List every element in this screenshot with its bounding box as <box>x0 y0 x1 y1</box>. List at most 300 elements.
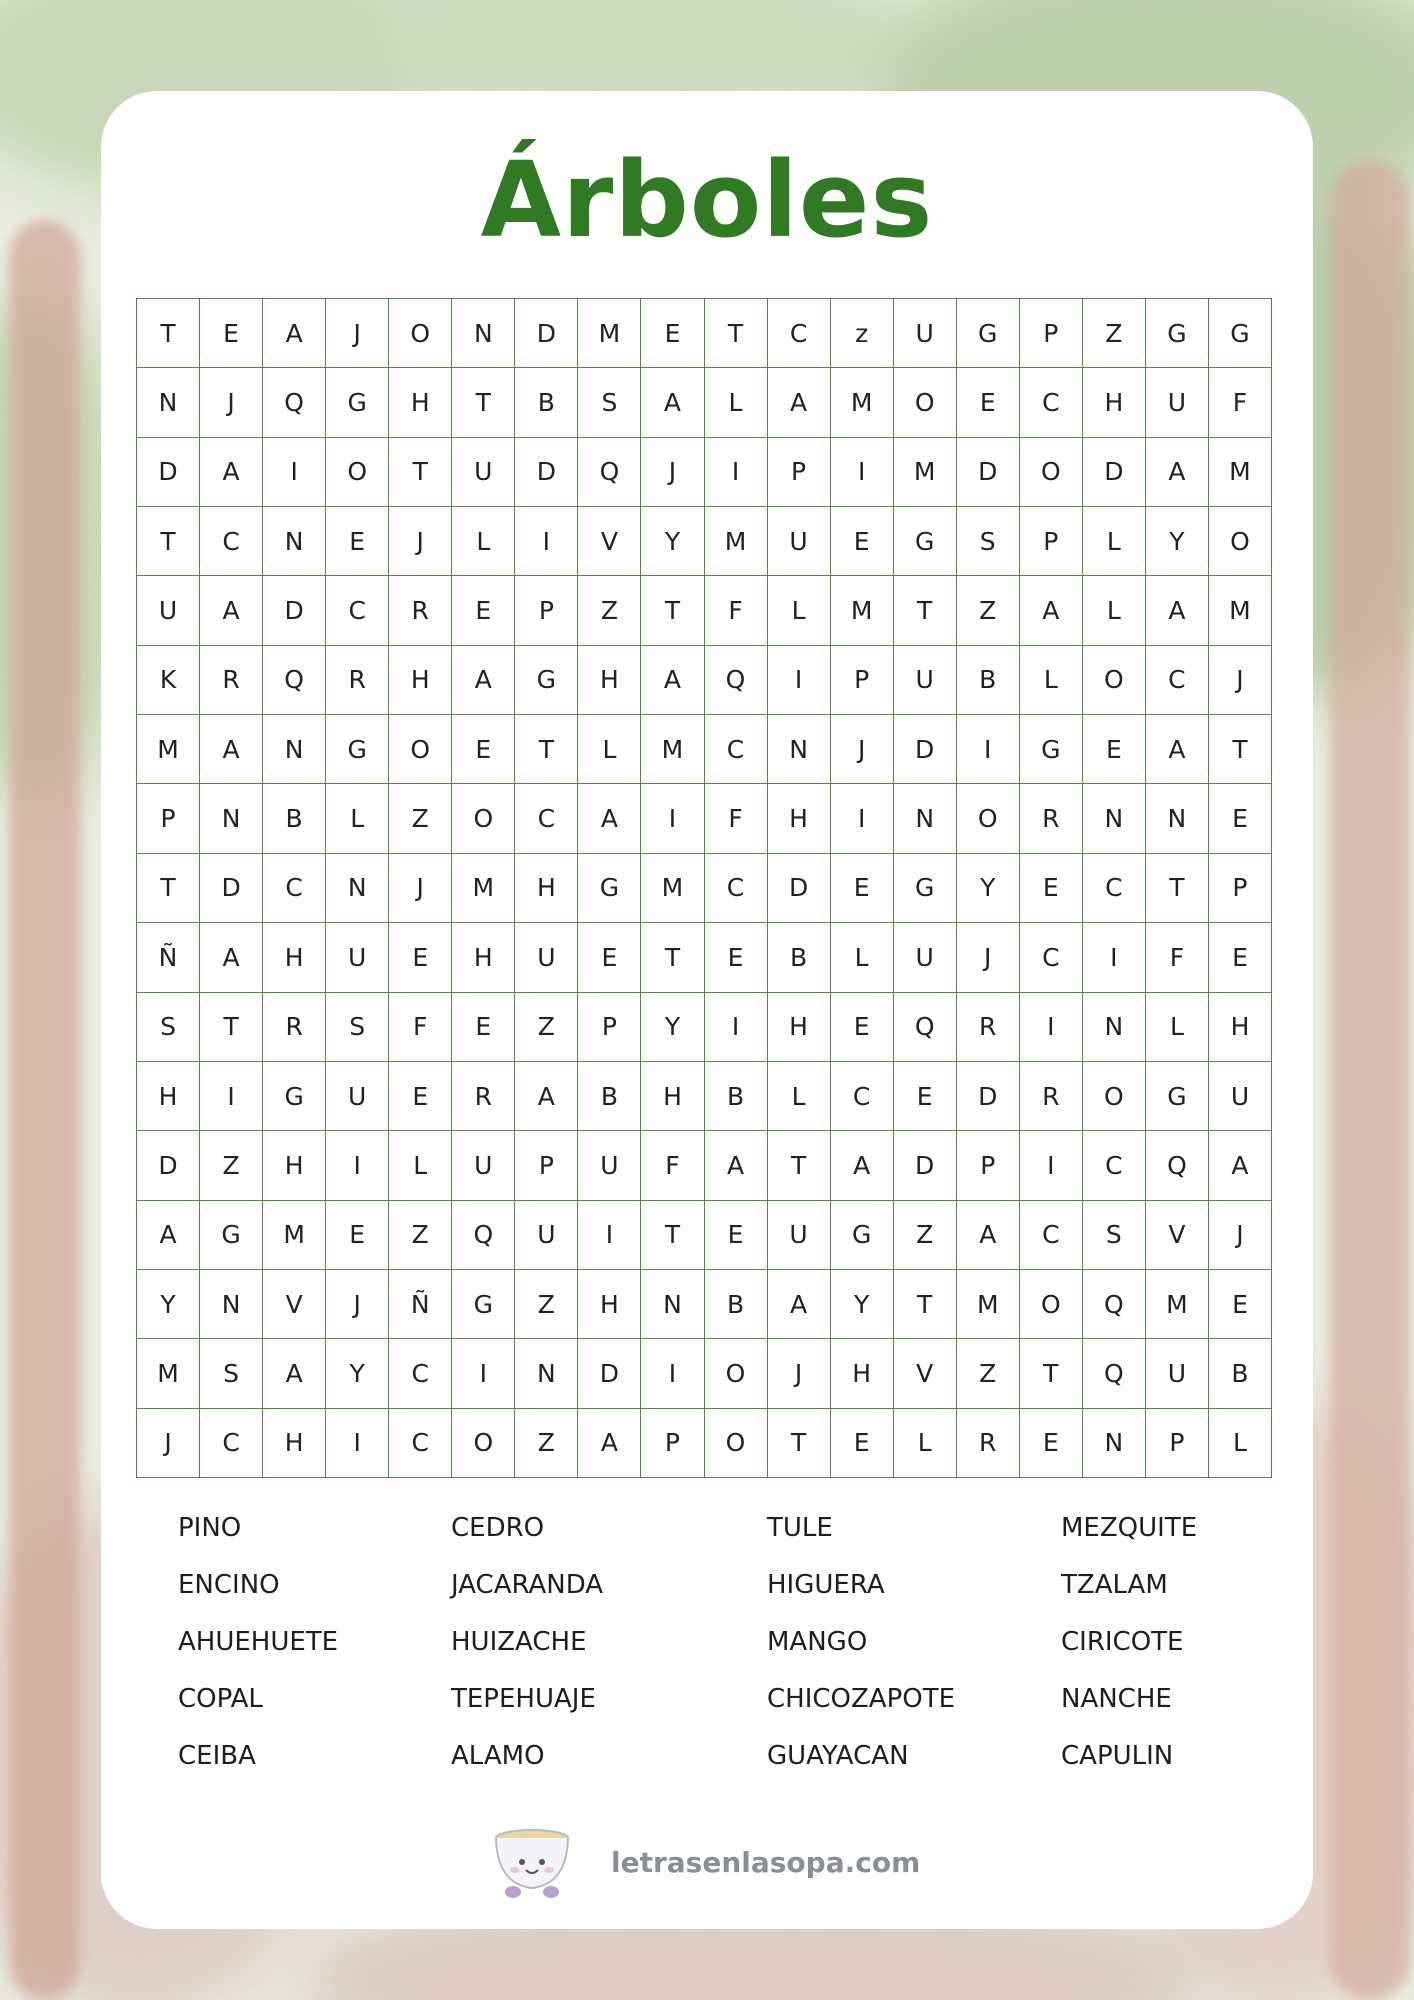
grid-cell[interactable]: C <box>1083 854 1146 923</box>
grid-cell[interactable]: A <box>200 715 263 784</box>
grid-cell[interactable]: O <box>326 438 389 507</box>
grid-cell[interactable]: I <box>831 438 894 507</box>
grid-cell[interactable]: I <box>831 784 894 853</box>
grid-cell[interactable]: N <box>263 507 326 576</box>
grid-cell[interactable]: Y <box>831 1270 894 1339</box>
grid-cell[interactable]: P <box>831 646 894 715</box>
grid-cell[interactable]: I <box>957 715 1020 784</box>
grid-cell[interactable]: C <box>1020 1201 1083 1270</box>
grid-cell[interactable]: N <box>200 784 263 853</box>
grid-cell[interactable]: O <box>705 1339 768 1408</box>
grid-cell[interactable]: N <box>137 368 200 437</box>
grid-cell[interactable]: Q <box>894 993 957 1062</box>
grid-cell[interactable]: J <box>200 368 263 437</box>
grid-cell[interactable]: F <box>705 576 768 645</box>
grid-cell[interactable]: P <box>1020 507 1083 576</box>
grid-cell[interactable]: G <box>831 1201 894 1270</box>
grid-cell[interactable]: T <box>137 507 200 576</box>
grid-cell[interactable]: B <box>263 784 326 853</box>
grid-cell[interactable]: U <box>894 923 957 992</box>
grid-cell[interactable]: N <box>515 1339 578 1408</box>
grid-cell[interactable]: A <box>263 1339 326 1408</box>
grid-cell[interactable]: J <box>137 1409 200 1478</box>
grid-cell[interactable]: Z <box>957 576 1020 645</box>
grid-cell[interactable]: H <box>389 646 452 715</box>
grid-cell[interactable]: E <box>1020 1409 1083 1478</box>
grid-cell[interactable]: U <box>1146 1339 1209 1408</box>
grid-cell[interactable]: O <box>452 1409 515 1478</box>
grid-cell[interactable]: I <box>578 1201 641 1270</box>
grid-cell[interactable]: A <box>768 368 831 437</box>
grid-cell[interactable]: J <box>831 715 894 784</box>
grid-cell[interactable]: I <box>705 438 768 507</box>
grid-cell[interactable]: M <box>578 299 641 368</box>
grid-cell[interactable]: B <box>957 646 1020 715</box>
grid-cell[interactable]: T <box>200 993 263 1062</box>
grid-cell[interactable]: E <box>831 854 894 923</box>
grid-cell[interactable]: Z <box>515 1270 578 1339</box>
grid-cell[interactable]: D <box>515 299 578 368</box>
grid-cell[interactable]: I <box>326 1409 389 1478</box>
grid-cell[interactable]: V <box>263 1270 326 1339</box>
grid-cell[interactable]: M <box>894 438 957 507</box>
grid-cell[interactable]: I <box>452 1339 515 1408</box>
grid-cell[interactable]: L <box>1146 993 1209 1062</box>
grid-cell[interactable]: H <box>641 1062 704 1131</box>
grid-cell[interactable]: P <box>1146 1409 1209 1478</box>
grid-cell[interactable]: Z <box>1083 299 1146 368</box>
grid-cell[interactable]: G <box>957 299 1020 368</box>
grid-cell[interactable]: P <box>137 784 200 853</box>
grid-cell[interactable]: R <box>957 1409 1020 1478</box>
grid-cell[interactable]: J <box>1209 646 1272 715</box>
grid-cell[interactable]: L <box>1209 1409 1272 1478</box>
grid-cell[interactable]: Z <box>200 1131 263 1200</box>
grid-cell[interactable]: C <box>326 576 389 645</box>
grid-cell[interactable]: G <box>326 368 389 437</box>
grid-cell[interactable]: O <box>1083 646 1146 715</box>
grid-cell[interactable]: T <box>641 576 704 645</box>
grid-cell[interactable]: Q <box>452 1201 515 1270</box>
grid-cell[interactable]: D <box>957 1062 1020 1131</box>
grid-cell[interactable]: G <box>452 1270 515 1339</box>
grid-cell[interactable]: F <box>389 993 452 1062</box>
grid-cell[interactable]: E <box>452 993 515 1062</box>
grid-cell[interactable]: M <box>1146 1270 1209 1339</box>
grid-cell[interactable]: E <box>705 1201 768 1270</box>
grid-cell[interactable]: Z <box>515 1409 578 1478</box>
grid-cell[interactable]: E <box>894 1062 957 1131</box>
grid-cell[interactable]: M <box>1209 576 1272 645</box>
grid-cell[interactable]: N <box>263 715 326 784</box>
grid-cell[interactable]: V <box>1146 1201 1209 1270</box>
grid-cell[interactable]: D <box>1083 438 1146 507</box>
grid-cell[interactable]: C <box>389 1409 452 1478</box>
grid-cell[interactable]: E <box>452 715 515 784</box>
grid-cell[interactable]: S <box>1083 1201 1146 1270</box>
grid-cell[interactable]: A <box>641 368 704 437</box>
grid-cell[interactable]: I <box>705 993 768 1062</box>
grid-cell[interactable]: U <box>452 438 515 507</box>
grid-cell[interactable]: C <box>768 299 831 368</box>
grid-cell[interactable]: E <box>326 507 389 576</box>
grid-cell[interactable]: D <box>894 715 957 784</box>
grid-cell[interactable]: A <box>831 1131 894 1200</box>
grid-cell[interactable]: T <box>137 299 200 368</box>
grid-cell[interactable]: U <box>326 923 389 992</box>
grid-cell[interactable]: N <box>768 715 831 784</box>
grid-cell[interactable]: O <box>1020 438 1083 507</box>
grid-cell[interactable]: E <box>831 1409 894 1478</box>
grid-cell[interactable]: D <box>137 1131 200 1200</box>
grid-cell[interactable]: E <box>641 299 704 368</box>
grid-cell[interactable]: P <box>515 1131 578 1200</box>
grid-cell[interactable]: T <box>894 576 957 645</box>
grid-cell[interactable]: A <box>263 299 326 368</box>
grid-cell[interactable]: M <box>831 576 894 645</box>
grid-cell[interactable]: P <box>578 993 641 1062</box>
grid-cell[interactable]: H <box>578 646 641 715</box>
grid-cell[interactable]: O <box>389 715 452 784</box>
grid-cell[interactable]: N <box>452 299 515 368</box>
grid-cell[interactable]: Q <box>705 646 768 715</box>
grid-cell[interactable]: N <box>1083 784 1146 853</box>
grid-cell[interactable]: B <box>705 1270 768 1339</box>
grid-cell[interactable]: H <box>578 1270 641 1339</box>
grid-cell[interactable]: O <box>389 299 452 368</box>
grid-cell[interactable]: T <box>515 715 578 784</box>
grid-cell[interactable]: T <box>137 854 200 923</box>
grid-cell[interactable]: P <box>1209 854 1272 923</box>
grid-cell[interactable]: A <box>200 438 263 507</box>
grid-cell[interactable]: M <box>1209 438 1272 507</box>
grid-cell[interactable]: D <box>768 854 831 923</box>
grid-cell[interactable]: F <box>705 784 768 853</box>
grid-cell[interactable]: B <box>578 1062 641 1131</box>
grid-cell[interactable]: E <box>1209 923 1272 992</box>
grid-cell[interactable]: T <box>894 1270 957 1339</box>
grid-cell[interactable]: U <box>768 507 831 576</box>
grid-cell[interactable]: S <box>578 368 641 437</box>
grid-cell[interactable]: E <box>200 299 263 368</box>
grid-cell[interactable]: S <box>137 993 200 1062</box>
grid-cell[interactable]: H <box>768 784 831 853</box>
grid-cell[interactable]: D <box>515 438 578 507</box>
grid-cell[interactable]: N <box>1083 1409 1146 1478</box>
grid-cell[interactable]: M <box>705 507 768 576</box>
grid-cell[interactable]: A <box>578 784 641 853</box>
grid-cell[interactable]: A <box>515 1062 578 1131</box>
grid-cell[interactable]: R <box>326 646 389 715</box>
grid-cell[interactable]: G <box>578 854 641 923</box>
grid-cell[interactable]: H <box>389 368 452 437</box>
grid-cell[interactable]: Y <box>957 854 1020 923</box>
grid-cell[interactable]: E <box>389 1062 452 1131</box>
grid-cell[interactable]: D <box>137 438 200 507</box>
grid-cell[interactable]: R <box>957 993 1020 1062</box>
grid-cell[interactable]: C <box>515 784 578 853</box>
grid-cell[interactable]: L <box>578 715 641 784</box>
grid-cell[interactable]: M <box>641 854 704 923</box>
grid-cell[interactable]: E <box>578 923 641 992</box>
grid-cell[interactable]: H <box>768 993 831 1062</box>
grid-cell[interactable]: C <box>200 1409 263 1478</box>
grid-cell[interactable]: C <box>1020 368 1083 437</box>
grid-cell[interactable]: T <box>641 1201 704 1270</box>
grid-cell[interactable]: I <box>1020 1131 1083 1200</box>
grid-cell[interactable]: R <box>1020 1062 1083 1131</box>
grid-cell[interactable]: O <box>452 784 515 853</box>
grid-cell[interactable]: I <box>326 1131 389 1200</box>
grid-cell[interactable]: M <box>137 715 200 784</box>
grid-cell[interactable]: Q <box>1083 1270 1146 1339</box>
grid-cell[interactable]: C <box>1020 923 1083 992</box>
grid-cell[interactable]: L <box>452 507 515 576</box>
grid-cell[interactable]: E <box>452 576 515 645</box>
grid-cell[interactable]: U <box>768 1201 831 1270</box>
grid-cell[interactable]: M <box>137 1339 200 1408</box>
grid-cell[interactable]: C <box>1146 646 1209 715</box>
grid-cell[interactable]: G <box>515 646 578 715</box>
grid-cell[interactable]: M <box>957 1270 1020 1339</box>
grid-cell[interactable]: D <box>957 438 1020 507</box>
grid-cell[interactable]: G <box>1146 1062 1209 1131</box>
grid-cell[interactable]: O <box>705 1409 768 1478</box>
grid-cell[interactable]: Ñ <box>389 1270 452 1339</box>
grid-cell[interactable]: I <box>515 507 578 576</box>
grid-cell[interactable]: M <box>641 715 704 784</box>
grid-cell[interactable]: A <box>641 646 704 715</box>
grid-cell[interactable]: Q <box>263 368 326 437</box>
grid-cell[interactable]: H <box>263 1409 326 1478</box>
grid-cell[interactable]: A <box>1209 1131 1272 1200</box>
grid-cell[interactable]: U <box>1146 368 1209 437</box>
grid-cell[interactable]: H <box>515 854 578 923</box>
grid-cell[interactable]: N <box>326 854 389 923</box>
grid-cell[interactable]: T <box>768 1131 831 1200</box>
grid-cell[interactable]: Z <box>389 1201 452 1270</box>
grid-cell[interactable]: T <box>389 438 452 507</box>
grid-cell[interactable]: A <box>768 1270 831 1339</box>
grid-cell[interactable]: V <box>578 507 641 576</box>
grid-cell[interactable]: P <box>1020 299 1083 368</box>
grid-cell[interactable]: R <box>452 1062 515 1131</box>
grid-cell[interactable]: H <box>452 923 515 992</box>
grid-cell[interactable]: D <box>263 576 326 645</box>
grid-cell[interactable]: V <box>894 1339 957 1408</box>
grid-cell[interactable]: M <box>263 1201 326 1270</box>
grid-cell[interactable]: E <box>1209 1270 1272 1339</box>
grid-cell[interactable]: R <box>263 993 326 1062</box>
grid-cell[interactable]: U <box>894 646 957 715</box>
grid-cell[interactable]: Q <box>1146 1131 1209 1200</box>
grid-cell[interactable]: Y <box>641 993 704 1062</box>
grid-cell[interactable]: L <box>326 784 389 853</box>
grid-cell[interactable]: G <box>894 507 957 576</box>
grid-cell[interactable]: A <box>1146 715 1209 784</box>
grid-cell[interactable]: A <box>578 1409 641 1478</box>
grid-cell[interactable]: Q <box>1083 1339 1146 1408</box>
grid-cell[interactable]: Z <box>389 784 452 853</box>
grid-cell[interactable]: B <box>768 923 831 992</box>
grid-cell[interactable]: F <box>1209 368 1272 437</box>
grid-cell[interactable]: Z <box>578 576 641 645</box>
grid-cell[interactable]: J <box>1209 1201 1272 1270</box>
grid-cell[interactable]: U <box>1209 1062 1272 1131</box>
grid-cell[interactable]: P <box>515 576 578 645</box>
grid-cell[interactable]: I <box>641 784 704 853</box>
grid-cell[interactable]: C <box>389 1339 452 1408</box>
grid-cell[interactable]: T <box>705 299 768 368</box>
grid-cell[interactable]: E <box>1020 854 1083 923</box>
grid-cell[interactable]: D <box>894 1131 957 1200</box>
grid-cell[interactable]: J <box>389 507 452 576</box>
grid-cell[interactable]: N <box>1083 993 1146 1062</box>
grid-cell[interactable]: U <box>452 1131 515 1200</box>
grid-cell[interactable]: T <box>1020 1339 1083 1408</box>
grid-cell[interactable]: I <box>641 1339 704 1408</box>
grid-cell[interactable]: T <box>1209 715 1272 784</box>
grid-cell[interactable]: B <box>705 1062 768 1131</box>
grid-cell[interactable]: R <box>389 576 452 645</box>
grid-cell[interactable]: T <box>641 923 704 992</box>
grid-cell[interactable]: S <box>200 1339 263 1408</box>
grid-cell[interactable]: P <box>768 438 831 507</box>
grid-cell[interactable]: H <box>137 1062 200 1131</box>
grid-cell[interactable]: O <box>1020 1270 1083 1339</box>
grid-cell[interactable]: L <box>705 368 768 437</box>
grid-cell[interactable]: A <box>1020 576 1083 645</box>
grid-cell[interactable]: L <box>1020 646 1083 715</box>
grid-cell[interactable]: R <box>1020 784 1083 853</box>
grid-cell[interactable]: E <box>957 368 1020 437</box>
grid-cell[interactable]: G <box>894 854 957 923</box>
grid-cell[interactable]: Ñ <box>137 923 200 992</box>
grid-cell[interactable]: L <box>768 576 831 645</box>
grid-cell[interactable]: A <box>705 1131 768 1200</box>
grid-cell[interactable]: O <box>894 368 957 437</box>
grid-cell[interactable]: Z <box>894 1201 957 1270</box>
grid-cell[interactable]: L <box>768 1062 831 1131</box>
grid-cell[interactable]: D <box>200 854 263 923</box>
grid-cell[interactable]: U <box>326 1062 389 1131</box>
grid-cell[interactable]: I <box>200 1062 263 1131</box>
grid-cell[interactable]: M <box>452 854 515 923</box>
grid-cell[interactable]: H <box>831 1339 894 1408</box>
grid-cell[interactable]: E <box>705 923 768 992</box>
grid-cell[interactable]: Q <box>578 438 641 507</box>
grid-cell[interactable]: E <box>1209 784 1272 853</box>
grid-cell[interactable]: N <box>641 1270 704 1339</box>
grid-cell[interactable]: L <box>1083 507 1146 576</box>
grid-cell[interactable]: E <box>831 993 894 1062</box>
grid-cell[interactable]: A <box>1146 576 1209 645</box>
grid-cell[interactable]: B <box>515 368 578 437</box>
grid-cell[interactable]: G <box>326 715 389 784</box>
grid-cell[interactable]: J <box>326 1270 389 1339</box>
grid-cell[interactable]: H <box>1083 368 1146 437</box>
grid-cell[interactable]: I <box>263 438 326 507</box>
grid-cell[interactable]: F <box>1146 923 1209 992</box>
grid-cell[interactable]: L <box>1083 576 1146 645</box>
grid-cell[interactable]: U <box>515 923 578 992</box>
grid-cell[interactable]: A <box>200 923 263 992</box>
grid-cell[interactable]: G <box>1020 715 1083 784</box>
grid-cell[interactable]: C <box>705 715 768 784</box>
grid-cell[interactable]: I <box>768 646 831 715</box>
grid-cell[interactable]: O <box>957 784 1020 853</box>
grid-cell[interactable]: E <box>326 1201 389 1270</box>
grid-cell[interactable]: Y <box>326 1339 389 1408</box>
grid-cell[interactable]: A <box>452 646 515 715</box>
grid-cell[interactable]: G <box>1209 299 1272 368</box>
grid-cell[interactable]: G <box>263 1062 326 1131</box>
grid-cell[interactable]: F <box>641 1131 704 1200</box>
grid-cell[interactable]: P <box>957 1131 1020 1200</box>
grid-cell[interactable]: N <box>894 784 957 853</box>
grid-cell[interactable]: T <box>1146 854 1209 923</box>
grid-cell[interactable]: D <box>578 1339 641 1408</box>
grid-cell[interactable]: C <box>1083 1131 1146 1200</box>
grid-cell[interactable]: Y <box>1146 507 1209 576</box>
grid-cell[interactable]: I <box>1020 993 1083 1062</box>
grid-cell[interactable]: U <box>515 1201 578 1270</box>
grid-cell[interactable]: O <box>1209 507 1272 576</box>
grid-cell[interactable]: M <box>831 368 894 437</box>
grid-cell[interactable]: T <box>768 1409 831 1478</box>
grid-cell[interactable]: H <box>263 923 326 992</box>
grid-cell[interactable]: A <box>1146 438 1209 507</box>
grid-cell[interactable]: A <box>200 576 263 645</box>
grid-cell[interactable]: Y <box>641 507 704 576</box>
grid-cell[interactable]: J <box>768 1339 831 1408</box>
grid-cell[interactable]: E <box>389 923 452 992</box>
grid-cell[interactable]: I <box>1083 923 1146 992</box>
grid-cell[interactable]: J <box>957 923 1020 992</box>
grid-cell[interactable]: H <box>263 1131 326 1200</box>
grid-cell[interactable]: S <box>957 507 1020 576</box>
grid-cell[interactable]: L <box>831 923 894 992</box>
grid-cell[interactable]: C <box>705 854 768 923</box>
grid-cell[interactable]: G <box>200 1201 263 1270</box>
grid-cell[interactable]: B <box>1209 1339 1272 1408</box>
grid-cell[interactable]: Q <box>263 646 326 715</box>
grid-cell[interactable]: U <box>137 576 200 645</box>
grid-cell[interactable]: Z <box>957 1339 1020 1408</box>
grid-cell[interactable]: Z <box>515 993 578 1062</box>
grid-cell[interactable]: A <box>957 1201 1020 1270</box>
grid-cell[interactable]: E <box>1083 715 1146 784</box>
grid-cell[interactable]: G <box>1146 299 1209 368</box>
grid-cell[interactable]: T <box>452 368 515 437</box>
grid-cell[interactable]: U <box>578 1131 641 1200</box>
grid-cell[interactable]: N <box>1146 784 1209 853</box>
grid-cell[interactable]: R <box>200 646 263 715</box>
grid-cell[interactable]: O <box>1083 1062 1146 1131</box>
grid-cell[interactable]: J <box>389 854 452 923</box>
grid-cell[interactable]: L <box>389 1131 452 1200</box>
grid-cell[interactable]: C <box>831 1062 894 1131</box>
grid-cell[interactable]: S <box>326 993 389 1062</box>
grid-cell[interactable]: z <box>831 299 894 368</box>
grid-cell[interactable]: L <box>894 1409 957 1478</box>
grid-cell[interactable]: E <box>831 507 894 576</box>
grid-cell[interactable]: P <box>641 1409 704 1478</box>
grid-cell[interactable]: H <box>1209 993 1272 1062</box>
grid-cell[interactable]: A <box>137 1201 200 1270</box>
grid-cell[interactable]: U <box>894 299 957 368</box>
grid-cell[interactable]: K <box>137 646 200 715</box>
